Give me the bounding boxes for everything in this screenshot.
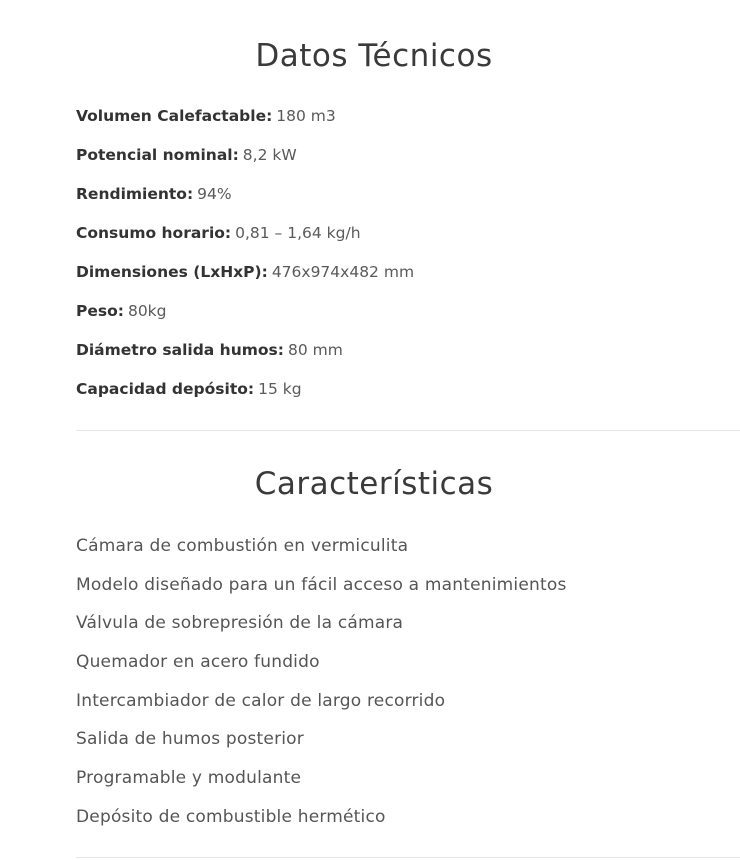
- spec-row-capacidad: [76, 378, 414, 417]
- feature-item: Intercambiador de calor de largo recorrido: [76, 690, 446, 711]
- feature-item: Válvula de sobrepresión de la cámara: [76, 613, 404, 634]
- spec-value: 8,2 kW: [242, 146, 297, 164]
- spec-value: 80kg: [127, 302, 167, 320]
- section-divider: [76, 430, 740, 431]
- spec-label: Dimensiones (LxHxP):: [76, 263, 268, 281]
- spec-value: 94%: [197, 185, 232, 203]
- spec-label: Diámetro salida humos:: [76, 341, 284, 359]
- datos-tecnicos-heading: Datos Técnicos: [255, 38, 493, 74]
- spec-value: 0,81 – 1,64 kg/h: [235, 224, 361, 242]
- spec-label: Consumo horario:: [76, 224, 232, 242]
- spec-row-consumo: [76, 222, 414, 261]
- section-divider: [76, 857, 740, 858]
- spec-label: Potencial nominal:: [76, 146, 239, 164]
- spec-label: Capacidad depósito:: [76, 380, 255, 398]
- feature-item: Programable y modulante: [76, 768, 302, 789]
- spec-label: Peso:: [76, 302, 124, 320]
- spec-value: 180 m3: [276, 107, 336, 125]
- feature-item: Quemador en acero fundido: [76, 652, 320, 673]
- spec-row-dimensiones: [76, 261, 414, 300]
- technical-data-list: [76, 105, 414, 417]
- spec-row-volumen: [76, 105, 414, 144]
- spec-row-rendimiento: [76, 183, 414, 222]
- feature-item: Salida de humos posterior: [76, 729, 304, 750]
- spec-value: 476x974x482 mm: [271, 263, 415, 281]
- spec-row-peso: [76, 300, 414, 339]
- spec-value: 15 kg: [258, 380, 302, 398]
- spec-value: 80 mm: [287, 341, 343, 359]
- caracteristicas-heading: Características: [254, 466, 494, 502]
- spec-row-potencia: [76, 144, 414, 183]
- spec-label: Rendimiento:: [76, 185, 194, 203]
- feature-item: Modelo diseñado para un fácil acceso a mantenimientos: [76, 574, 567, 595]
- spec-label: Volumen Calefactable:: [76, 107, 273, 125]
- feature-item: Cámara de combustión en vermiculita: [76, 536, 409, 556]
- spec-row-diametro: [76, 339, 414, 378]
- features-list: [76, 535, 567, 845]
- feature-item: Depósito de combustible hermético: [76, 806, 386, 827]
